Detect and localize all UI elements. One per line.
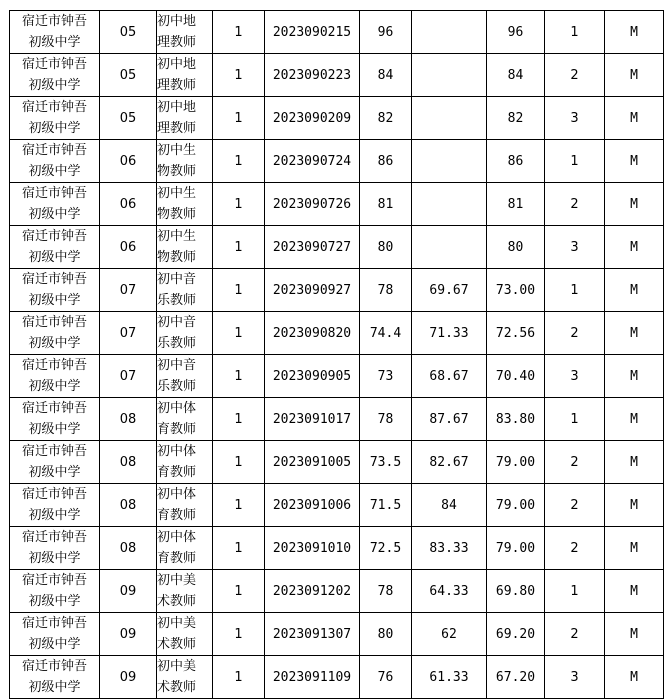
written-score-cell: 80 (360, 613, 412, 656)
post-code-cell: 06 (100, 140, 157, 183)
results-table (9, 10, 664, 699)
post-name-cell (157, 226, 213, 269)
employer-line: 初级中学 (28, 508, 81, 523)
post-name-line: 初中地 (157, 57, 197, 72)
total-score-cell: 81 (487, 183, 545, 226)
total-score-cell: 79.00 (487, 441, 545, 484)
post-name-cell (157, 484, 213, 527)
rank-cell: 1 (545, 570, 605, 613)
rank-cell: 1 (545, 140, 605, 183)
table-row (10, 312, 664, 355)
hiring-count-cell: 1 (213, 484, 265, 527)
post-name-cell (157, 54, 213, 97)
post-name-cell (157, 570, 213, 613)
written-score-cell: 72.5 (360, 527, 412, 570)
note-cell: M (605, 54, 664, 97)
interview-score-cell: 68.67 (412, 355, 487, 398)
employer-line: 初级中学 (28, 680, 81, 695)
post-name-line: 物教师 (157, 250, 197, 265)
note-cell: M (605, 441, 664, 484)
employer-cell (10, 355, 100, 398)
total-score-cell: 69.80 (487, 570, 545, 613)
table-row (10, 527, 664, 570)
employer-line: 初级中学 (28, 551, 81, 566)
exam-id-cell: 2023090726 (265, 183, 360, 226)
note-cell: M (605, 656, 664, 699)
post-name-line: 术教师 (157, 594, 197, 609)
employer-line: 宿迁市钟吾 (21, 14, 87, 29)
post-name-line: 初中生 (157, 229, 197, 244)
hiring-count-cell: 1 (213, 54, 265, 97)
hiring-count-cell: 1 (213, 312, 265, 355)
exam-id-cell: 2023091005 (265, 441, 360, 484)
hiring-count-cell: 1 (213, 398, 265, 441)
rank-cell: 3 (545, 656, 605, 699)
employer-line: 宿迁市钟吾 (21, 229, 87, 244)
interview-score-cell: 69.67 (412, 269, 487, 312)
total-score-cell: 84 (487, 54, 545, 97)
hiring-count-cell: 1 (213, 11, 265, 54)
interview-score-cell: 71.33 (412, 312, 487, 355)
employer-cell (10, 226, 100, 269)
exam-id-cell: 2023091109 (265, 656, 360, 699)
total-score-cell: 86 (487, 140, 545, 183)
exam-id-cell: 2023090223 (265, 54, 360, 97)
total-score-cell: 79.00 (487, 527, 545, 570)
post-name-line: 初中生 (157, 186, 197, 201)
written-score-cell: 81 (360, 183, 412, 226)
written-score-cell: 80 (360, 226, 412, 269)
interview-score-cell (412, 54, 487, 97)
post-name-line: 术教师 (157, 680, 197, 695)
interview-score-cell: 82.67 (412, 441, 487, 484)
table-row (10, 11, 664, 54)
exam-id-cell: 2023090820 (265, 312, 360, 355)
post-name-cell (157, 97, 213, 140)
table-row (10, 183, 664, 226)
exam-id-cell: 2023091017 (265, 398, 360, 441)
rank-cell: 3 (545, 226, 605, 269)
employer-cell (10, 97, 100, 140)
post-name-cell (157, 183, 213, 226)
employer-line: 初级中学 (28, 250, 81, 265)
post-name-line: 物教师 (157, 207, 197, 222)
post-code-cell: 07 (100, 312, 157, 355)
rank-cell: 2 (545, 484, 605, 527)
interview-score-cell (412, 97, 487, 140)
employer-line: 宿迁市钟吾 (21, 100, 87, 115)
interview-score-cell (412, 183, 487, 226)
total-score-cell: 69.20 (487, 613, 545, 656)
exam-id-cell: 2023091307 (265, 613, 360, 656)
hiring-count-cell: 1 (213, 441, 265, 484)
post-name-line: 育教师 (157, 465, 197, 480)
employer-line: 初级中学 (28, 164, 81, 179)
employer-line: 宿迁市钟吾 (21, 143, 87, 158)
written-score-cell: 96 (360, 11, 412, 54)
employer-line: 宿迁市钟吾 (21, 444, 87, 459)
note-cell: M (605, 355, 664, 398)
employer-cell (10, 570, 100, 613)
post-name-cell (157, 269, 213, 312)
post-name-cell (157, 398, 213, 441)
post-name-cell (157, 140, 213, 183)
employer-line: 宿迁市钟吾 (21, 57, 87, 72)
employer-cell (10, 11, 100, 54)
post-name-line: 理教师 (157, 78, 197, 93)
post-name-line: 育教师 (157, 422, 197, 437)
hiring-count-cell: 1 (213, 527, 265, 570)
post-name-cell (157, 11, 213, 54)
total-score-cell: 96 (487, 11, 545, 54)
post-code-cell: 06 (100, 183, 157, 226)
post-name-line: 初中音 (157, 272, 197, 287)
total-score-cell: 72.56 (487, 312, 545, 355)
note-cell: M (605, 312, 664, 355)
employer-cell (10, 140, 100, 183)
interview-score-cell (412, 11, 487, 54)
post-name-line: 乐教师 (157, 379, 197, 394)
post-code-cell: 08 (100, 398, 157, 441)
post-name-line: 初中地 (157, 100, 197, 115)
employer-line: 宿迁市钟吾 (21, 487, 87, 502)
employer-cell (10, 183, 100, 226)
post-name-line: 育教师 (157, 508, 197, 523)
employer-cell (10, 54, 100, 97)
rank-cell: 2 (545, 54, 605, 97)
post-code-cell: 05 (100, 11, 157, 54)
post-name-line: 初中生 (157, 143, 197, 158)
table-row (10, 398, 664, 441)
table-row (10, 613, 664, 656)
employer-line: 宿迁市钟吾 (21, 616, 87, 631)
post-code-cell: 08 (100, 527, 157, 570)
table-row (10, 355, 664, 398)
hiring-count-cell: 1 (213, 97, 265, 140)
interview-score-cell: 64.33 (412, 570, 487, 613)
written-score-cell: 73.5 (360, 441, 412, 484)
employer-cell (10, 613, 100, 656)
total-score-cell: 80 (487, 226, 545, 269)
written-score-cell: 78 (360, 398, 412, 441)
note-cell: M (605, 140, 664, 183)
post-name-line: 初中美 (157, 616, 197, 631)
rank-cell: 1 (545, 398, 605, 441)
post-name-cell (157, 441, 213, 484)
interview-score-cell: 87.67 (412, 398, 487, 441)
total-score-cell: 83.80 (487, 398, 545, 441)
post-name-cell (157, 355, 213, 398)
written-score-cell: 78 (360, 570, 412, 613)
rank-cell: 2 (545, 312, 605, 355)
note-cell: M (605, 183, 664, 226)
post-name-line: 初中体 (157, 444, 197, 459)
rank-cell: 2 (545, 613, 605, 656)
post-name-line: 理教师 (157, 121, 197, 136)
post-code-cell: 08 (100, 441, 157, 484)
table-row (10, 656, 664, 699)
post-name-line: 物教师 (157, 164, 197, 179)
post-code-cell: 09 (100, 613, 157, 656)
post-name-line: 初中美 (157, 659, 197, 674)
rank-cell: 2 (545, 441, 605, 484)
employer-line: 初级中学 (28, 293, 81, 308)
post-name-line: 初中音 (157, 315, 197, 330)
post-code-cell: 09 (100, 656, 157, 699)
post-name-line: 乐教师 (157, 336, 197, 351)
total-score-cell: 82 (487, 97, 545, 140)
post-code-cell: 06 (100, 226, 157, 269)
post-name-line: 初中体 (157, 487, 197, 502)
written-score-cell: 74.4 (360, 312, 412, 355)
exam-id-cell: 2023091006 (265, 484, 360, 527)
employer-line: 初级中学 (28, 379, 81, 394)
hiring-count-cell: 1 (213, 613, 265, 656)
written-score-cell: 73 (360, 355, 412, 398)
note-cell: M (605, 97, 664, 140)
note-cell: M (605, 398, 664, 441)
employer-cell (10, 527, 100, 570)
employer-line: 初级中学 (28, 336, 81, 351)
employer-cell (10, 484, 100, 527)
table-row (10, 570, 664, 613)
post-name-line: 育教师 (157, 551, 197, 566)
post-code-cell: 07 (100, 355, 157, 398)
post-name-cell (157, 527, 213, 570)
written-score-cell: 82 (360, 97, 412, 140)
employer-cell (10, 269, 100, 312)
written-score-cell: 86 (360, 140, 412, 183)
post-code-cell: 05 (100, 97, 157, 140)
written-score-cell: 84 (360, 54, 412, 97)
hiring-count-cell: 1 (213, 269, 265, 312)
total-score-cell: 70.40 (487, 355, 545, 398)
employer-line: 宿迁市钟吾 (21, 358, 87, 373)
table-row (10, 226, 664, 269)
note-cell: M (605, 527, 664, 570)
rank-cell: 1 (545, 269, 605, 312)
exam-id-cell: 2023090215 (265, 11, 360, 54)
interview-score-cell: 83.33 (412, 527, 487, 570)
post-name-line: 术教师 (157, 637, 197, 652)
employer-line: 宿迁市钟吾 (21, 573, 87, 588)
total-score-cell: 79.00 (487, 484, 545, 527)
note-cell: M (605, 613, 664, 656)
post-code-cell: 08 (100, 484, 157, 527)
written-score-cell: 78 (360, 269, 412, 312)
post-name-cell (157, 613, 213, 656)
rank-cell: 2 (545, 527, 605, 570)
hiring-count-cell: 1 (213, 570, 265, 613)
employer-line: 初级中学 (28, 35, 81, 50)
exam-id-cell: 2023091202 (265, 570, 360, 613)
post-code-cell: 05 (100, 54, 157, 97)
table-row (10, 97, 664, 140)
employer-line: 初级中学 (28, 207, 81, 222)
post-name-cell (157, 656, 213, 699)
exam-id-cell: 2023090905 (265, 355, 360, 398)
employer-line: 宿迁市钟吾 (21, 186, 87, 201)
employer-line: 宿迁市钟吾 (21, 530, 87, 545)
hiring-count-cell: 1 (213, 226, 265, 269)
employer-line: 初级中学 (28, 465, 81, 480)
employer-line: 初级中学 (28, 78, 81, 93)
exam-id-cell: 2023090727 (265, 226, 360, 269)
hiring-count-cell: 1 (213, 183, 265, 226)
table-row (10, 441, 664, 484)
interview-score-cell (412, 140, 487, 183)
employer-line: 宿迁市钟吾 (21, 272, 87, 287)
post-name-line: 初中美 (157, 573, 197, 588)
post-name-line: 理教师 (157, 35, 197, 50)
note-cell: M (605, 11, 664, 54)
post-name-line: 乐教师 (157, 293, 197, 308)
hiring-count-cell: 1 (213, 355, 265, 398)
employer-cell (10, 398, 100, 441)
exam-id-cell: 2023090724 (265, 140, 360, 183)
employer-cell (10, 656, 100, 699)
interview-score-cell: 61.33 (412, 656, 487, 699)
note-cell: M (605, 269, 664, 312)
employer-cell (10, 441, 100, 484)
employer-line: 初级中学 (28, 121, 81, 136)
employer-line: 初级中学 (28, 422, 81, 437)
post-name-line: 初中体 (157, 401, 197, 416)
table-row (10, 269, 664, 312)
employer-line: 宿迁市钟吾 (21, 401, 87, 416)
total-score-cell: 73.00 (487, 269, 545, 312)
employer-line: 初级中学 (28, 637, 81, 652)
note-cell: M (605, 226, 664, 269)
post-code-cell: 09 (100, 570, 157, 613)
rank-cell: 1 (545, 11, 605, 54)
exam-id-cell: 2023090209 (265, 97, 360, 140)
interview-score-cell (412, 226, 487, 269)
rank-cell: 3 (545, 355, 605, 398)
note-cell: M (605, 484, 664, 527)
post-name-cell (157, 312, 213, 355)
post-name-line: 初中地 (157, 14, 197, 29)
post-name-line: 初中音 (157, 358, 197, 373)
hiring-count-cell: 1 (213, 140, 265, 183)
hiring-count-cell: 1 (213, 656, 265, 699)
written-score-cell: 76 (360, 656, 412, 699)
table-row (10, 484, 664, 527)
written-score-cell: 71.5 (360, 484, 412, 527)
post-name-line: 初中体 (157, 530, 197, 545)
interview-score-cell: 62 (412, 613, 487, 656)
employer-cell (10, 312, 100, 355)
employer-line: 宿迁市钟吾 (21, 315, 87, 330)
exam-id-cell: 2023091010 (265, 527, 360, 570)
interview-score-cell: 84 (412, 484, 487, 527)
exam-id-cell: 2023090927 (265, 269, 360, 312)
rank-cell: 3 (545, 97, 605, 140)
table-row (10, 140, 664, 183)
table-row (10, 54, 664, 97)
employer-line: 宿迁市钟吾 (21, 659, 87, 674)
total-score-cell: 67.20 (487, 656, 545, 699)
note-cell: M (605, 570, 664, 613)
employer-line: 初级中学 (28, 594, 81, 609)
rank-cell: 2 (545, 183, 605, 226)
table-body (10, 11, 664, 699)
post-code-cell: 07 (100, 269, 157, 312)
